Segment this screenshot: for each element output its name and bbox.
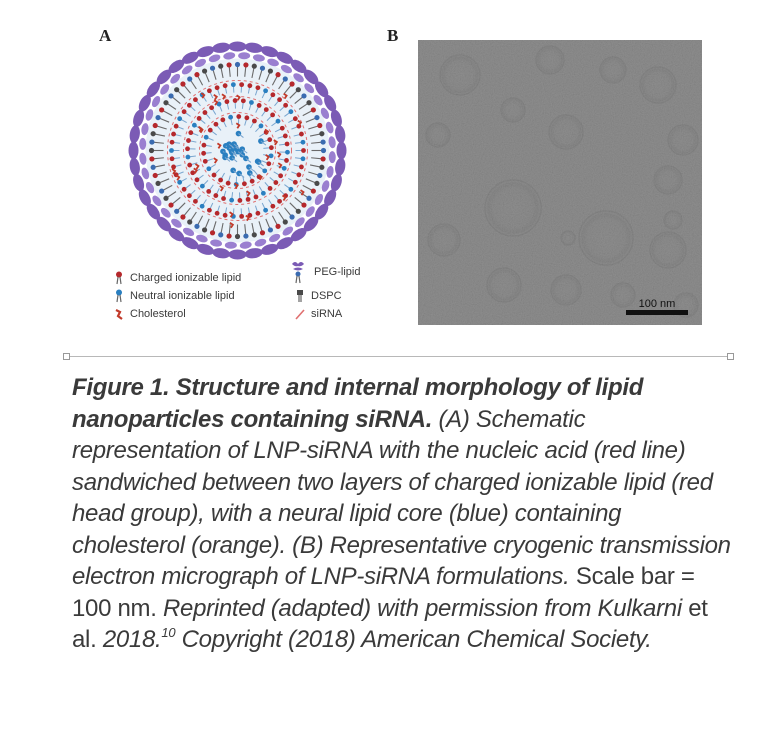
figure-caption [72, 372, 732, 656]
divider-handle-right [727, 353, 734, 360]
caption-reprint: Reprinted (adapted) with permission from Kulkarni [163, 594, 682, 622]
legend-peg-lipid [290, 260, 360, 284]
legend-neutral-ionizable-lipid [114, 288, 235, 304]
legend-dspc [295, 288, 342, 304]
scale-bar-label: 100 nm [638, 298, 676, 310]
legend-charged-label: Charged ionizable lipid [130, 272, 242, 284]
legend-cholesterol-label: Cholesterol [130, 308, 186, 320]
panel-b-letter: B [387, 26, 399, 45]
legend-sirna [295, 306, 342, 322]
caption-copyright: Copyright (2018) American Chemical Society. [175, 626, 652, 653]
panel-a-letter: A [99, 26, 112, 45]
legend-cholesterol [114, 306, 186, 322]
sirna-icon [295, 307, 305, 321]
legend-charged-ionizable-lipid [114, 270, 241, 286]
peg-lipid-icon [290, 260, 308, 284]
legend-peg-label: PEG-lipid [314, 266, 361, 278]
dspc-icon [295, 289, 305, 303]
micrograph-image [418, 40, 702, 325]
caption-title: Figure 1. Structure and internal morphology of lipid nanoparticles containing siRNA. [72, 374, 644, 433]
scale-bar [626, 310, 688, 315]
legend-sirna-label: siRNA [311, 308, 343, 320]
caption-reference: 10 [161, 625, 176, 640]
caption-et-al: et al. [72, 594, 708, 653]
lnp-schematic [125, 38, 350, 263]
caption-year: 2018. [102, 626, 162, 653]
legend-neutral-label: Neutral ionizable lipid [130, 290, 235, 302]
caption-scale-text: Scale bar = 100 nm. [72, 563, 695, 622]
caption-body: (A) Schematic representation of LNP-siRNA with the nucleic acid (red line) sandwiched between two layers of charged ionizable lipid (red head group), with a neural lipid core (blue) containing cholesterol (orange). (B) Representative cryogenic transmission electron micrograph of LNP-siRNA formulations. [72, 405, 731, 590]
neutral-lipid-icon [114, 289, 124, 303]
cryo-tem-micrograph [418, 40, 702, 325]
cholesterol-icon [114, 307, 124, 321]
legend-dspc-label: DSPC [311, 290, 342, 302]
charged-lipid-icon [114, 271, 124, 285]
divider-handle-left [63, 353, 70, 360]
caption-divider [65, 356, 731, 357]
